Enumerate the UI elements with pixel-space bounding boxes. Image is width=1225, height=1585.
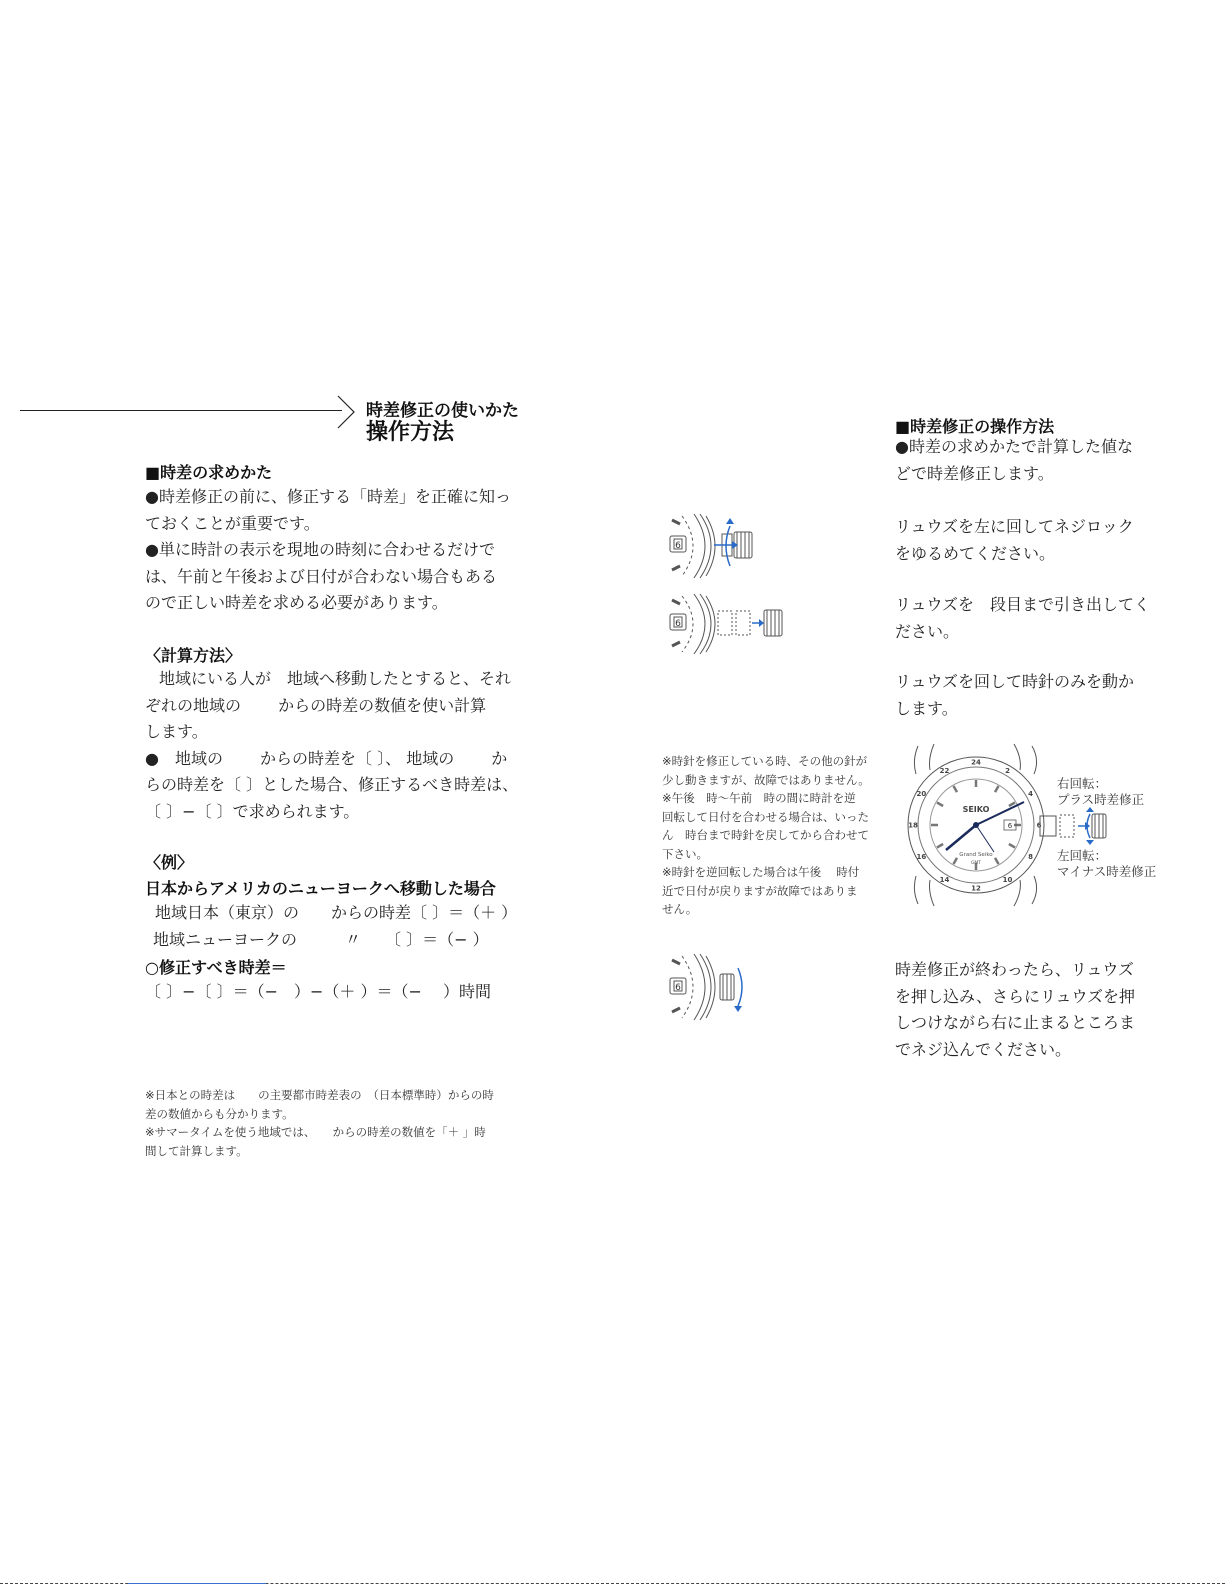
date-window-text: 6 bbox=[675, 619, 681, 629]
note-line: ※午後 時〜午前 時の間に時計を逆 bbox=[662, 791, 856, 805]
page-bottom-accent bbox=[128, 1583, 266, 1584]
step1-text bbox=[895, 514, 1175, 567]
text-line: ●時差の求めかたで計算した値な bbox=[895, 437, 1133, 456]
text-line: どで時差修正します。 bbox=[895, 463, 1054, 483]
text-line: リュウズを左に回してネジロック bbox=[895, 517, 1134, 536]
note-line: 差の数値からも分かります。 bbox=[145, 1106, 294, 1121]
text-line: リュウズを回して時針のみを動か bbox=[895, 672, 1135, 691]
text-line: でネジ込んでください。 bbox=[895, 1039, 1072, 1059]
text-line: ●単に時計の表示を現地の時刻に合わせるだけで bbox=[145, 540, 495, 559]
crown-pull-illustration bbox=[664, 592, 794, 656]
note-line: せん。 bbox=[662, 902, 698, 916]
date-window-text: 6 bbox=[675, 541, 681, 551]
bezel-number: 22 bbox=[939, 766, 950, 775]
brand-logo-text: SEIKO bbox=[962, 805, 990, 814]
result-heading: ○修正すべき時差＝ bbox=[145, 958, 287, 977]
bezel-number: 10 bbox=[1002, 876, 1013, 885]
footnotes bbox=[145, 1086, 525, 1160]
step2-text bbox=[895, 592, 1175, 645]
header-rule bbox=[20, 410, 342, 411]
operation-intro bbox=[895, 434, 1175, 487]
note-line: 近で日付が戻りますが故障ではありま bbox=[662, 883, 858, 898]
note-line: 下さい。 bbox=[662, 846, 708, 861]
note-line: ※サマータイムを使う地域では、 からの時差の数値を「＋ 」時 bbox=[145, 1125, 486, 1139]
bezel-number: 24 bbox=[971, 758, 981, 767]
text-line: ぞれの地域の からの時差の数値を使い計算 bbox=[145, 695, 487, 715]
bezel-number: 12 bbox=[971, 884, 981, 893]
section-heading-example: 〈例〉 bbox=[145, 853, 194, 872]
example-text bbox=[145, 900, 525, 953]
hour-hand bbox=[946, 825, 976, 850]
dial-marker bbox=[937, 844, 943, 848]
text-line: ださい。 bbox=[895, 621, 960, 641]
header-subtitle: 時差修正の使いかた bbox=[366, 401, 519, 421]
text-line: をゆるめてください。 bbox=[895, 543, 1056, 563]
bezel-number: 4 bbox=[1028, 790, 1034, 798]
text-line: ●時差修正の前に、修正する「時差」を正確に知っ bbox=[145, 487, 511, 506]
date-window-text: 6 bbox=[675, 983, 681, 993]
step3-text bbox=[895, 669, 1175, 722]
bezel-number: 14 bbox=[939, 876, 950, 885]
text-line: します。 bbox=[895, 698, 958, 718]
note-line: ※時針を修正している時、その他の針が bbox=[662, 754, 868, 768]
date-window-text: 6 bbox=[1007, 822, 1013, 830]
dial-marker bbox=[937, 803, 943, 807]
label-line: マイナス時差修正 bbox=[1057, 864, 1157, 879]
result-line: 〔 〕−〔 〕＝（− ）−（＋ ）＝（− ）時間 bbox=[145, 982, 491, 1001]
note-line: ん 時台まで時針を戻してから合わせて bbox=[662, 828, 869, 842]
text-line: リュウズを 段目まで引き出してく bbox=[895, 595, 1151, 614]
bezel-number: 6 bbox=[1036, 821, 1042, 830]
gmt-hand bbox=[976, 825, 994, 852]
text-line: しつけながら右に止まるところま bbox=[895, 1013, 1136, 1032]
watch-crown-rotate-illustration bbox=[1038, 806, 1118, 846]
bezel-number: 2 bbox=[1005, 766, 1010, 775]
note-line: ※日本との時差は の主要都市時差表の （日本標準時）からの時 bbox=[145, 1088, 494, 1102]
step4-text bbox=[895, 957, 1175, 1063]
bezel-number: 16 bbox=[916, 853, 927, 861]
right-rotation-label bbox=[1057, 776, 1144, 808]
text-line: ので正しい時差を求める必要があります。 bbox=[145, 593, 448, 612]
dial-marker bbox=[1009, 844, 1015, 848]
text-line: らの時差を〔 〕とした場合、修正するべき時差は、 bbox=[145, 775, 519, 794]
note-line: 少し動きますが、故障ではありません。 bbox=[662, 772, 870, 787]
text-line: を押し込み、さらにリュウズを押 bbox=[895, 986, 1136, 1006]
section-heading-time-difference: ■時差の求めかた bbox=[145, 463, 273, 482]
text-line: します。 bbox=[145, 722, 208, 741]
dial-marker bbox=[954, 858, 958, 864]
bezel-number: 8 bbox=[1028, 853, 1034, 861]
text-line: 〔 〕−〔 〕で求められます。 bbox=[145, 801, 360, 821]
bezel-number: 20 bbox=[916, 790, 927, 798]
dial-marker bbox=[1009, 803, 1015, 807]
label-line: 右回転： bbox=[1057, 776, 1108, 791]
crown-unscrew-illustration bbox=[664, 512, 764, 580]
gmt-text: GMT bbox=[970, 861, 982, 866]
label-line: プラス時差修正 bbox=[1057, 792, 1145, 807]
note-line: 間して計算します。 bbox=[145, 1143, 248, 1158]
text-line: ておくことが重要です。 bbox=[145, 513, 320, 533]
section2-text bbox=[145, 666, 525, 825]
text-line: 時差修正が終わったら、リュウズ bbox=[895, 960, 1134, 979]
bezel-number: 18 bbox=[908, 821, 918, 830]
section1-text bbox=[145, 484, 525, 617]
example-title: 日本からアメリカのニューヨークへ移動した場合 bbox=[145, 879, 496, 898]
watch-illustration bbox=[898, 740, 1058, 910]
dial-marker bbox=[995, 858, 999, 864]
dial-marker bbox=[954, 786, 958, 792]
caution-notes bbox=[662, 752, 892, 919]
section-heading-operation: ■時差修正の操作方法 bbox=[895, 417, 1055, 436]
note-line: ※時針を逆回転した場合は午後 時付 bbox=[662, 865, 860, 879]
left-rotation-label bbox=[1057, 848, 1156, 880]
page-title: 操作方法 bbox=[366, 420, 455, 445]
text-line: 地域にいる人が 地域へ移動したとすると、それ bbox=[159, 669, 512, 688]
text-line: 地域日本（東京）の からの時差〔 〕＝（＋ ） bbox=[155, 903, 518, 922]
header-chevron-icon bbox=[336, 394, 358, 432]
model-text: Grand Seiko bbox=[959, 852, 993, 858]
dial-marker bbox=[995, 786, 999, 792]
text-line: は、午前と午後および日付が合わない場合もある bbox=[145, 566, 498, 586]
label-line: 左回転： bbox=[1057, 848, 1108, 863]
section-heading-calculation: 〈計算方法〉 bbox=[145, 646, 242, 665]
crown-screw-in-illustration bbox=[664, 952, 754, 1022]
note-line: 回転して日付を合わせる場合は、いった bbox=[662, 809, 869, 824]
text-line: ● 地域の からの時差を〔 〕、 地域の か bbox=[145, 748, 508, 768]
text-line: 地域ニューヨークの 〃 〔 〕＝（− ） bbox=[153, 929, 489, 949]
